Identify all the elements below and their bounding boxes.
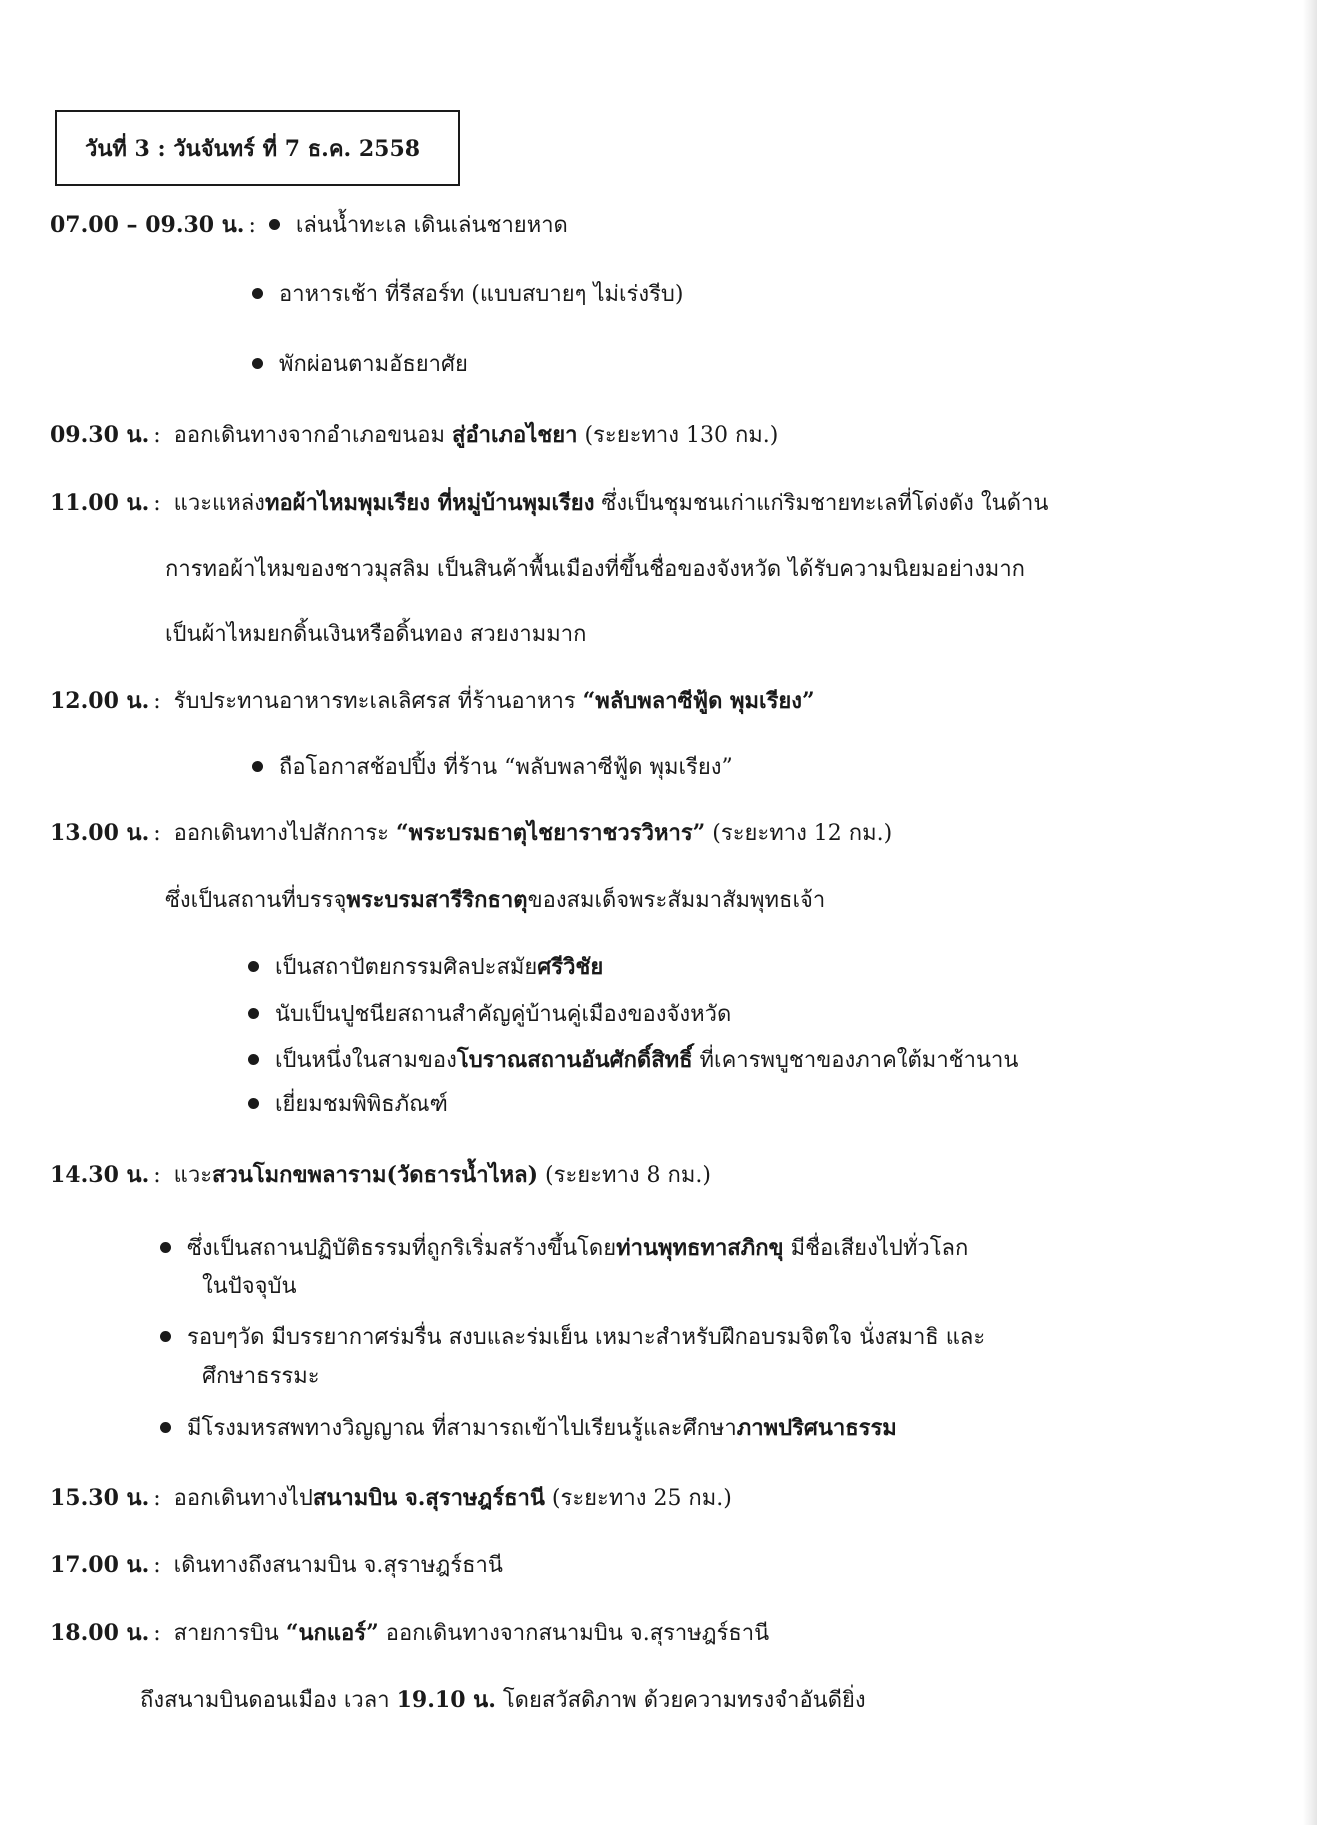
activity-text: พักผ่อนตามอัธยาศัย [279,352,468,377]
bullet-icon [252,761,263,772]
list-item: เป็นหนึ่งในสามของโบราณสถานอันศักดิ์สิทธิ์ ที่เคารพบูชาของภาคใต้มาช้านาน [248,1045,1018,1076]
list-item: เยี่ยมชมพิพิธภัณฑ์ [248,1090,448,1120]
list-item: นับเป็นปูชนียสถานสำคัญคู่บ้านคู่เมืองของจังหวัด [248,1000,731,1030]
bullet-icon [160,1242,171,1253]
bullet-icon [252,288,263,299]
page-edge-shadow [1303,0,1317,1825]
activity-text: ถือโอกาสช้อปปิ้ง ที่ร้าน “พลับพลาซีฟู้ด พุมเรียง” [279,755,733,780]
schedule-item-1100: 11.00 น. : แวะแหล่งทอผ้าไหมพุมเรียง ที่หมู่บ้านพุมเรียง ซึ่งเป็นชุมชนเก่าแก่ริมชายทะเลที่โด่งดัง ในด้าน [50,490,1049,516]
day-header-box [55,110,460,186]
bullet-icon [160,1422,171,1433]
continuation-line: การทอผ้าไหมของชาวมุสลิม เป็นสินค้าพื้นเมืองที่ขึ้นชื่อของจังหวัด ได้รับความนิยมอย่างมาก [165,557,1025,582]
list-item: รอบๆวัด มีบรรยากาศร่มรื่น สงบและร่มเย็น เหมาะสำหรับฝึกอบรมจิตใจ นั่งสมาธิ และ [160,1323,985,1353]
continuation-line: ถึงสนามบินดอนเมือง เวลา 19.10 น. โดยสวัสดิภาพ ด้วยความทรงจำอันดียิ่ง [140,1687,866,1713]
time-label: 12.00 น. [50,688,150,714]
schedule-item-1800: 18.00 น. : สายการบิน “นกแอร์” ออกเดินทางจากสนามบิน จ.สุราษฎร์ธานี [50,1620,770,1646]
bullet-icon [248,1054,259,1065]
schedule-item-1700: 17.00 น. : เดินทางถึงสนามบิน จ.สุราษฎร์ธานี [50,1552,503,1578]
list-item [252,280,683,310]
schedule-item-1530: 15.30 น. : ออกเดินทางไปสนามบิน จ.สุราษฎร์ธานี (ระยะทาง 25 กม.) [50,1485,732,1511]
bullet-icon [248,961,259,972]
continuation-line: เป็นผ้าไหมยกดิ้นเงินหรือดิ้นทอง สวยงามมาก [165,622,587,647]
time-label: 14.30 น. [50,1162,150,1188]
activity-text: อาหารเช้า ที่รีสอร์ท (แบบสบายๆ ไม่เร่งรีบ) [279,282,684,307]
bullet-icon [160,1331,171,1342]
day-header-label: วันที่ 3 : วันจันทร์ ที่ 7 ธ.ค. 2558 [85,135,421,162]
bullet-icon [248,1008,259,1019]
list-item [252,350,468,380]
list-item: มีโรงมหรสพทางวิญญาณ ที่สามารถเข้าไปเรียนรู้และศึกษาภาพปริศนาธรรม [160,1413,897,1444]
continuation-line: ซึ่งเป็นสถานที่บรรจุพระบรมสารีริกธาตุของสมเด็จพระสัมมาสัมพุทธเจ้า [165,887,826,913]
activity-text: เล่นน้ำทะเล เดินเล่นชายหาด [295,213,568,238]
time-label: 13.00 น. [50,820,150,846]
time-label: 11.00 น. [50,490,150,516]
time-label: 17.00 น. [50,1552,150,1578]
schedule-item-0700: 07.00 – 09.30 น. : เล่นน้ำทะเล เดินเล่นชายหาด [50,212,568,238]
list-item: เป็นสถาปัตยกรรมศิลปะสมัยศรีวิชัย [248,952,603,983]
bullet-icon [269,219,280,230]
time-label: 09.30 น. [50,422,150,448]
bullet-icon [252,358,263,369]
time-label: 07.00 – 09.30 น. [50,212,245,238]
bullet-icon [248,1098,259,1109]
schedule-item-1200: 12.00 น. : รับประทานอาหารทะเลเลิศรส ที่ร้านอาหาร “พลับพลาซีฟู้ด พุมเรียง” [50,688,815,714]
time-label: 15.30 น. [50,1485,150,1511]
continuation-line: ศึกษาธรรมะ [202,1364,320,1389]
schedule-item-1430: 14.30 น. : แวะสวนโมกขพลาราม(วัดธารน้ำไหล) (ระยะทาง 8 กม.) [50,1162,711,1188]
schedule-item-1300: 13.00 น. : ออกเดินทางไปสักการะ “พระบรมธาตุไชยาราชวรวิหาร” (ระยะทาง 12 กม.) [50,820,893,846]
list-item: ซึ่งเป็นสถานปฏิบัติธรรมที่ถูกริเริ่มสร้างขึ้นโดยท่านพุทธทาสภิกขุ มีชื่อเสียงไปทั่วโลก [160,1233,968,1264]
list-item [252,753,733,783]
schedule-item-0930: 09.30 น. : ออกเดินทางจากอำเภอขนอม สู่อำเภอไชยา (ระยะทาง 130 กม.) [50,422,779,448]
continuation-line: ในปัจจุบัน [202,1274,297,1299]
time-label: 18.00 น. [50,1620,150,1646]
